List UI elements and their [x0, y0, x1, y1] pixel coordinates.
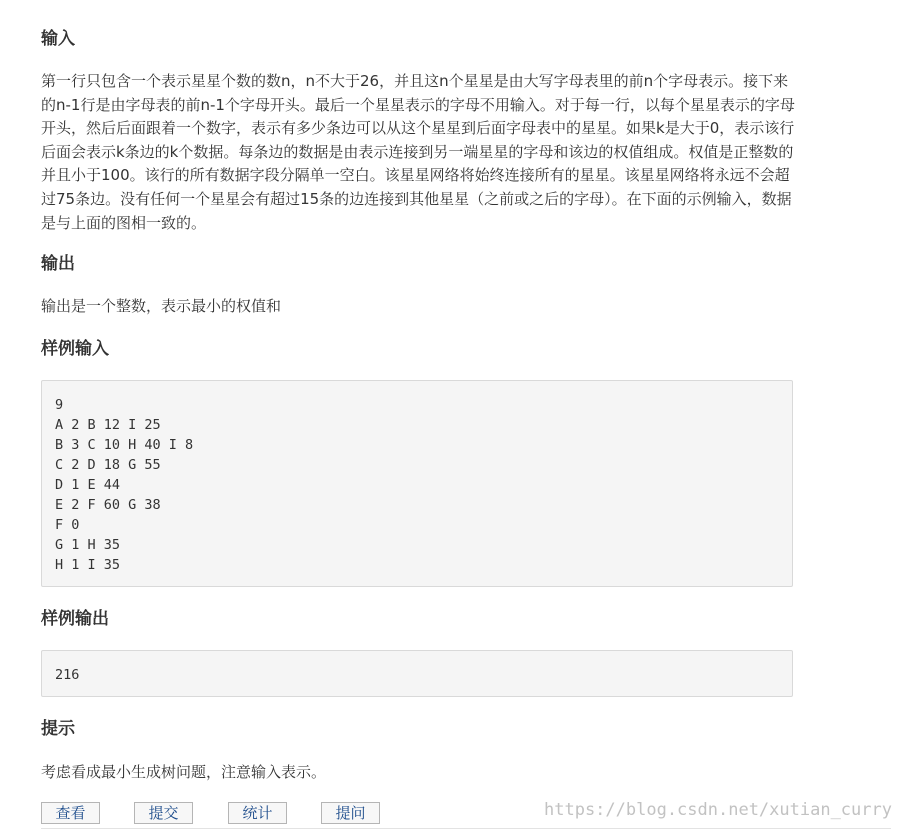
hint-description: 考虑看成最小生成树问题，注意输入表示。 — [41, 763, 327, 781]
sample-input-code: 9 A 2 B 12 I 25 B 3 C 10 H 40 I 8 C 2 D 18 G 55 D 1 E 44 E 2 F 60 G 38 F 0 G 1 H 35 H 1 I 35 — [55, 397, 194, 573]
stats-button[interactable]: 统计 — [228, 802, 287, 824]
submit-button[interactable]: 提交 — [134, 802, 193, 824]
sample-output-code: 216 — [55, 667, 80, 683]
watermark: https://blog.csdn.net/xutian_curry — [544, 800, 892, 820]
input-description: 第一行只包含一个表示星星个数的数n，n不大于26，并且这n个星星是由大写字母表里的前n个字母表示。接下来的n-1行是由字母表的前n-1个字母开头。最后一个星星表示的字母不用输入。对于每一行，以每个星星表示的字母开头，然后后面跟着一个数字，表示有多少条边可以从这个星星到后面字母表中的星星。如果k是大于0，表示该行后面会表示k条边的k个数据。每条边的数据是由表示连接到另一端星星的字母和该边的权值组成。权值是正整数的并且小于100。该行的所有数据字段分隔单一空白。该星星网络将始终连接所有的星星。该星星网络将永远不会超过75条边。没有任何一个星星会有超过15条的边连接到其他星星（之前或之后的字母）。在下面的示例输入，数据是与上面的图相一致的。 — [41, 72, 795, 232]
sample-input-box — [41, 380, 793, 587]
bottom-divider — [41, 828, 891, 829]
sample-output-box — [41, 650, 793, 697]
sample-output-heading: 样例输出 — [41, 609, 109, 629]
sample-input-heading: 样例输入 — [41, 339, 109, 359]
hint-heading: 提示 — [41, 719, 75, 739]
output-heading: 输出 — [41, 254, 75, 274]
input-heading: 输入 — [41, 29, 75, 49]
output-description: 输出是一个整数，表示最小的权值和 — [41, 297, 282, 315]
view-button[interactable]: 查看 — [41, 802, 100, 824]
ask-button[interactable]: 提问 — [321, 802, 380, 824]
